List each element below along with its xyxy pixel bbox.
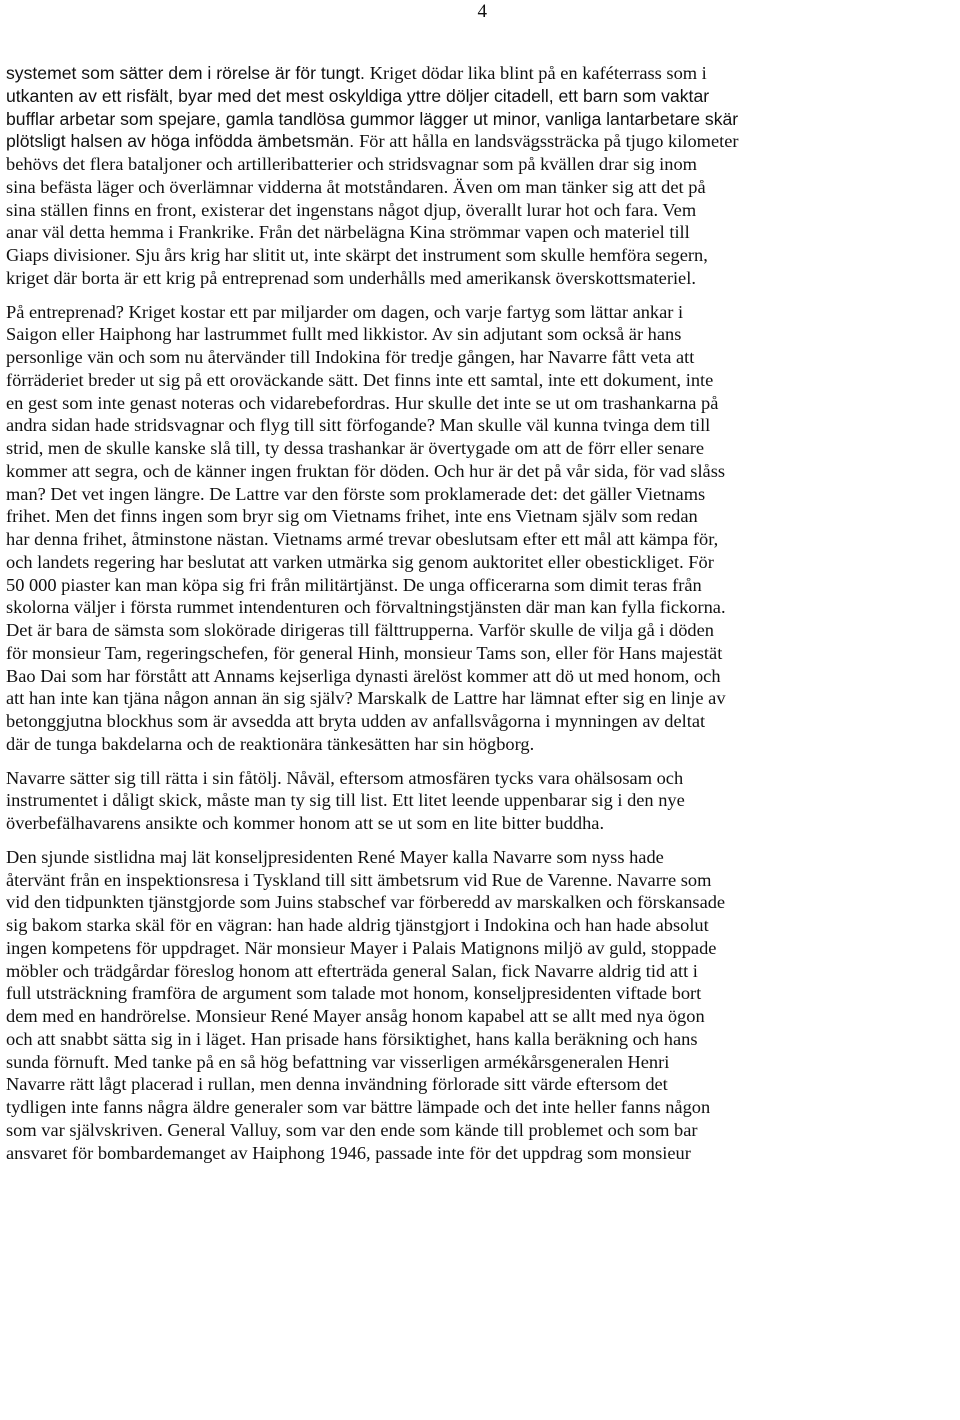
text-line: andra sidan hade stridsvagnar och flyg till sitt förfogande? Man skulle väl kunna tvinga dem till [6, 415, 711, 436]
text-line: tydligen inte fanns några äldre generaler som var bättre lämpade och det inte heller fanns någon [6, 1097, 711, 1117]
text-line: förräderiet breder ut sig på ett oroväckande sätt. Det finns inte ett samtal, inte ett dokument, inte [6, 369, 714, 390]
text-line: 50 000 piaster kan man köpa sig fri från militärtjänst. De unga officerarna som dimit teras från [6, 574, 702, 595]
text-line: Navarre sätter sig till rätta i sin fåtölj. Nåväl, eftersom atmosfären tycks vara ohälsosam och [6, 767, 684, 788]
text-line: systemet som sätter dem i rörelse är för tungt. Kriget dödar lika blint på en kaféterrass som i [6, 63, 707, 83]
text-line: ansvaret för bombardemanget av Haiphong 1946, passade inte för det uppdrag som monsieur [6, 1142, 691, 1163]
document-body [6, 62, 956, 1164]
text-line: kommer att segra, och de känner ingen fruktan för döden. Och hur är det på vår sida, för vad slåss [6, 460, 726, 481]
text-line: Giaps divisioner. Sju års krig har slitit ut, inte skärpt det instrument som skulle hemföra segern, [6, 245, 708, 265]
text-line: skolorna väljer i första rummet intendenturen och förvaltningstjänsten där man kan fylla fickorna. [6, 597, 726, 618]
text-line: behövs det flera bataljoner och artilleribatterier och stridsvagnar som på kvällen drar sig inom [6, 154, 697, 174]
page-number: 4 [477, 1, 487, 22]
text-line: som var självskriven. General Valluy, som var den ende som kände till problemet och som bar [6, 1119, 698, 1140]
text-line: anar väl detta hemma i Frankrike. Från det närbelägna Kina strömmar vapen och materiel till [6, 222, 690, 243]
text-line: bufflar arbetar som spejare, gamla tandlösa gummor lägger ut minor, vanliga lantarbetare skär [6, 108, 739, 129]
text-line: På entreprenad? Kriget kostar ett par miljarder om dagen, och varje fartyg som lättar ankar i [6, 301, 684, 322]
text-line: plötsligt halsen av höga infödda ämbetsmän. För att hålla en landsvägssträcka på tjugo kilometer [6, 131, 739, 152]
text-line: Saigon eller Haiphong har lastrummet fullt med likkistor. Av sin adjutant som också är hans [6, 324, 682, 345]
text-line: att han inte kan tjäna någon annan än sig själv? Marskalk de Lattre har lämnat efter sig en linje av [6, 688, 726, 709]
text-line: Bao Dai som har förstått att Annams kejserliga dynasti ärelöst kommer att dö ut med honom, och [6, 665, 721, 686]
text-line: strid, men de skulle kanske slå till, ty dessa trashankar är övertygade om att de förr eller senare [6, 438, 705, 458]
text-line: dem med en handrörelse. Monsieur René Mayer ansåg honom kapabel att se allt med nya ögon [6, 1006, 705, 1026]
text-line: en gest som inte genast noteras och vidarebefordras. Hur skulle det inte se ut om trashankarna på [6, 392, 719, 413]
paragraph-4 [6, 846, 956, 1165]
text-line: kriget där borta är ett krig på entreprenad som underhålls med amerikansk överskottsmateriel. [6, 267, 696, 288]
text-line: full utsträckning framföra de argument som talade mot honom, konseljpresidenten viftade bort [6, 983, 702, 1004]
text-line: frihet. Men det finns ingen som bryr sig om Vietnams frihet, inte ens Vietnam själv som redan [6, 506, 698, 527]
text-line: instrumentet i dåligt skick, måste man ty sig till list. Ett litet leende uppenbarar sig i den nye [6, 790, 685, 811]
paragraph-3 [6, 767, 956, 835]
text-line: sina befästa läger och överlämnar vidderna åt motståndaren. Även om man tänker sig att det på [6, 176, 706, 197]
text-line: ingen kompetens för uppdraget. När monsieur Mayer i Palais Matignons miljö av guld, stoppade [6, 937, 717, 958]
text-line: har denna frihet, åtminstone nästan. Vietnams armé trevar obeslutsam efter ett mål att kämpa för, [6, 529, 719, 549]
text-line: återvänt från en inspektionsresa i Tyskland till sitt ämbetsrum vid Rue de Varenne. Navarre som [6, 869, 712, 890]
text-line: sina ställen finns en front, existerar det ingenstans något djup, överallt lurar hot och fara. Vem [6, 199, 697, 220]
text-line: sig bakom starka skäl för en vägran: han hade aldrig tjänstgjort i Indokina och han hade absolut [6, 915, 709, 935]
text-line: personlige vän och som nu återvänder till Indokina för tredje gången, har Navarre fått veta att [6, 347, 695, 367]
text-line: och landets regering har beslutat att varken utmärka sig genom auktoritet eller obestickliget. För [6, 551, 714, 572]
text-line: Den sjunde sistlidna maj lät konseljpresidenten René Mayer kalla Navarre som nyss hade [6, 846, 664, 867]
text-line: för monsieur Tam, regeringschefen, för general Hinh, monsieur Tams son, eller för Hans majestät [6, 642, 723, 663]
text-line: vid den tidpunkten tjänstgjorde som Juins stabschef var förberedd av marskalken och förskansade [6, 892, 726, 913]
text-line: Det är bara de sämsta som slokörade dirigeras till fälttrupperna. Varför skulle de vilja gå i döden [6, 620, 714, 640]
paragraph-1 [6, 62, 956, 290]
text-line: där de tunga bakdelarna och de reaktionära tänkesätten har sin högborg. [6, 733, 535, 754]
paragraph-2 [6, 301, 956, 756]
text-line: överbefälhavarens ansikte och kommer honom att se ut som en lite bitter buddha. [6, 813, 605, 833]
text-line: betonggjutna blockhus som är avsedda att bryta udden av anfallsvågorna i mynningen av deltat [6, 711, 706, 731]
text-line: sunda förnuft. Med tanke på en så hög befattning var visserligen armékårsgeneralen Henri [6, 1051, 670, 1072]
text-line: man? Det vet ingen längre. De Lattre var den förste som proklamerade det: det gäller Vietnams [6, 483, 706, 504]
text-line: möbler och trädgårdar föreslog honom att efterträda general Salan, fick Navarre aldrig tid att i [6, 960, 698, 981]
text-line: Navarre rätt lågt placerad i rullan, men denna invändning förlorade sitt värde eftersom det [6, 1074, 668, 1095]
text-line: och att snabbt sätta sig in i läget. Han prisade hans försiktighet, hans kalla beräkning och hans [6, 1028, 698, 1049]
text-line: utkanten av ett risfält, byar med det mest oskyldiga yttre döljer citadell, ett barn som vaktar [6, 85, 710, 106]
